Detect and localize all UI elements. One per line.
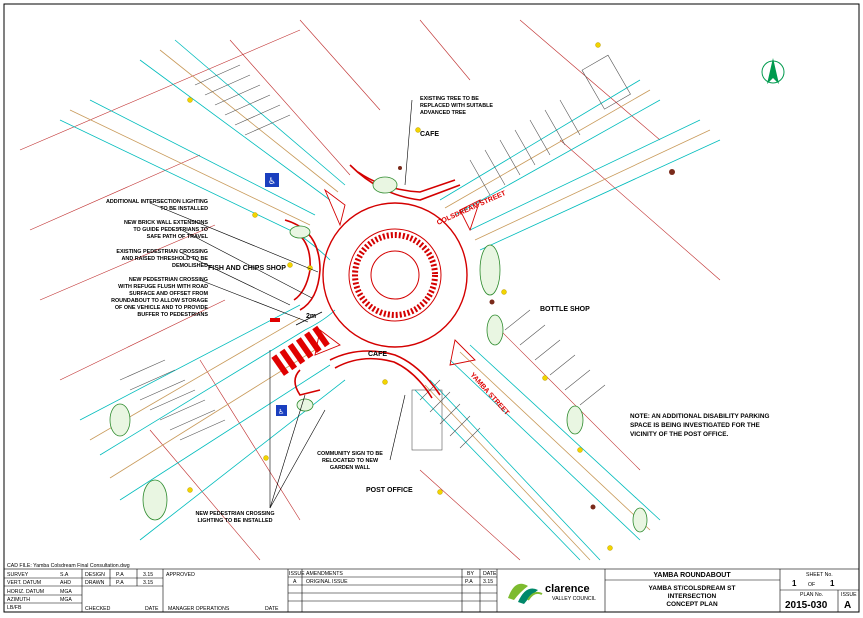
cafe-label-south: CAFE — [368, 351, 388, 358]
parking-note — [630, 413, 769, 438]
drawn-date: 3.15 — [143, 580, 154, 586]
svg-text:NEW PEDESTRIAN CROSSING: NEW PEDESTRIAN CROSSING — [128, 277, 208, 283]
svg-text:WITH REFUGE FLUSH WITH ROAD: WITH REFUGE FLUSH WITH ROAD — [118, 284, 208, 290]
svg-text:ADDITIONAL INTERSECTION LIGHTI: ADDITIONAL INTERSECTION LIGHTING — [105, 199, 208, 205]
svg-text:ADVANCED TREE: ADVANCED TREE — [420, 110, 467, 116]
svg-text:COMMUNITY SIGN TO BE: COMMUNITY SIGN TO BE — [317, 451, 383, 457]
cafe-label-north: CAFE — [420, 131, 440, 138]
dimension-label: 2m — [306, 313, 317, 320]
annotation-new-crossing-refuge — [111, 277, 208, 318]
horiz-datum-value: MGA — [60, 589, 72, 595]
project-title: YAMBA ROUNDABOUT — [653, 572, 731, 579]
colsdream-street-label: COLSDREAM STREET — [435, 190, 508, 227]
annotation-existing-tree — [420, 96, 493, 116]
svg-text:NOTE: AN ADDITIONAL DISABILITY: NOTE: AN ADDITIONAL DISABILITY PARKING — [630, 413, 770, 420]
svg-text:SPACE IS BEING INVESTIGATED FO: SPACE IS BEING INVESTIGATED FOR THE — [630, 422, 760, 429]
design-by: P.A — [116, 572, 124, 578]
svg-text:♿: ♿ — [268, 177, 277, 187]
issue-1: A — [293, 579, 297, 585]
svg-text:EXISTING PEDESTRIAN CROSSING: EXISTING PEDESTRIAN CROSSING — [116, 249, 208, 255]
date-header: DATE — [483, 571, 497, 577]
sheet-number: 1 — [792, 579, 797, 588]
svg-text:TO GUIDE PEDESTRIANS TO: TO GUIDE PEDESTRIANS TO — [133, 227, 208, 233]
design-date: 3.15 — [143, 572, 154, 578]
survey-value: S.A — [60, 572, 69, 578]
annotation-brick-wall — [124, 220, 209, 240]
sheet-total: 1 — [830, 579, 835, 588]
svg-text:NEW BRICK WALL EXTENSIONS: NEW BRICK WALL EXTENSIONS — [123, 220, 208, 226]
post-office-label: POST OFFICE — [366, 487, 413, 494]
disability-parking-icon — [265, 173, 279, 187]
by-1: P.A — [465, 579, 473, 585]
checked-label: CHECKED — [85, 606, 111, 612]
svg-text:SURFACE AND OFFSET FROM: SURFACE AND OFFSET FROM — [129, 291, 208, 297]
council-logo — [508, 584, 542, 604]
horiz-datum-label: HORIZ. DATUM — [7, 589, 45, 595]
svg-text:REPLACED WITH SUITABLE: REPLACED WITH SUITABLE — [420, 103, 493, 109]
manager-label: MANAGER OPERATIONS — [168, 606, 230, 612]
council-name: clarence — [545, 583, 590, 595]
design-label: DESIGN — [85, 572, 105, 578]
azimuth-label: AZIMUTH — [7, 597, 31, 603]
issue-value: A — [844, 600, 852, 611]
pedestrian-crossing — [270, 318, 330, 376]
issue-header: ISSUE — [289, 571, 305, 577]
annotation-lighting — [106, 199, 208, 212]
date-label-1: DATE — [145, 606, 159, 612]
trees — [398, 166, 675, 510]
by-header: BY — [467, 571, 474, 577]
plan-number: 2015-030 — [785, 600, 828, 611]
plan-no-label: PLAN No. — [800, 592, 824, 598]
north-arrow-icon — [762, 58, 784, 84]
svg-text:OF ONE VEHICLE AND TO PROVIDE: OF ONE VEHICLE AND TO PROVIDE — [114, 305, 208, 311]
vert-datum-value: AHD — [60, 580, 71, 586]
approved-label: APPROVED — [166, 572, 195, 578]
svg-text:SAFE PATH OF TRAVEL: SAFE PATH OF TRAVEL — [146, 234, 208, 240]
date-1: 3.15 — [483, 579, 494, 585]
svg-text:NEW PEDESTRIAN CROSSING: NEW PEDESTRIAN CROSSING — [195, 511, 275, 517]
azimuth-value: MGA — [60, 597, 72, 603]
svg-text:VICINITY OF THE POST OFFICE.: VICINITY OF THE POST OFFICE. — [630, 431, 729, 438]
svg-text:BUFFER TO PEDESTRIANS: BUFFER TO PEDESTRIANS — [137, 312, 208, 318]
survey-label: SURVEY — [7, 572, 29, 578]
drawn-by: P.A — [116, 580, 124, 586]
svg-text:DEMOLISHED: DEMOLISHED — [172, 263, 208, 269]
vert-datum-label: VERT. DATUM — [7, 580, 42, 586]
bottle-shop-label: BOTTLE SHOP — [540, 306, 590, 313]
svg-text:GARDEN WALL: GARDEN WALL — [329, 465, 371, 471]
svg-text:RELOCATED TO NEW: RELOCATED TO NEW — [321, 458, 379, 464]
drawing-title-line-1: YAMBA ST/COLSDREAM ST — [648, 585, 736, 592]
svg-text:TO BE INSTALLED: TO BE INSTALLED — [160, 206, 208, 212]
sheet-no-label: SHEET No. — [806, 572, 833, 578]
cad-file-label: CAD FILE: Yamba Colsdream Final Consultation.dwg — [7, 563, 130, 569]
svg-text:AND RAISED THRESHOLD TO BE: AND RAISED THRESHOLD TO BE — [121, 256, 208, 262]
svg-text:ROUNDABOUT TO ALLOW STORAGE: ROUNDABOUT TO ALLOW STORAGE — [111, 298, 208, 304]
drawing-title-line-3: CONCEPT PLAN — [666, 601, 718, 608]
amendment-1: ORIGINAL ISSUE — [306, 579, 348, 585]
svg-text:EXISTING TREE TO BE: EXISTING TREE TO BE — [420, 96, 479, 102]
council-subtitle: VALLEY COUNCIL — [552, 596, 596, 602]
date-label-2: DATE — [265, 606, 279, 612]
annotation-existing-crossing — [116, 249, 208, 269]
drawing-title-line-2: INTERSECTION — [667, 593, 717, 600]
drawn-label: DRAWN — [85, 580, 105, 586]
issue-label: ISSUE — [841, 592, 857, 598]
sheet-of: OF — [808, 582, 816, 588]
fish-chips-label: FISH AND CHIPS SHOP — [208, 265, 286, 272]
lbfb-label: LB/FB — [7, 605, 22, 611]
svg-text:♿: ♿ — [278, 408, 285, 416]
disability-parking-icon-2 — [276, 405, 287, 416]
annotation-community-sign — [317, 451, 383, 471]
svg-text:LIGHTING TO BE INSTALLED: LIGHTING TO BE INSTALLED — [197, 518, 273, 524]
amendments-header: AMENDMENTS — [306, 571, 343, 577]
yamba-street-label: YAMBA STREET — [468, 371, 511, 417]
roundabout — [323, 203, 467, 347]
annotation-crossing-lighting — [195, 511, 274, 524]
